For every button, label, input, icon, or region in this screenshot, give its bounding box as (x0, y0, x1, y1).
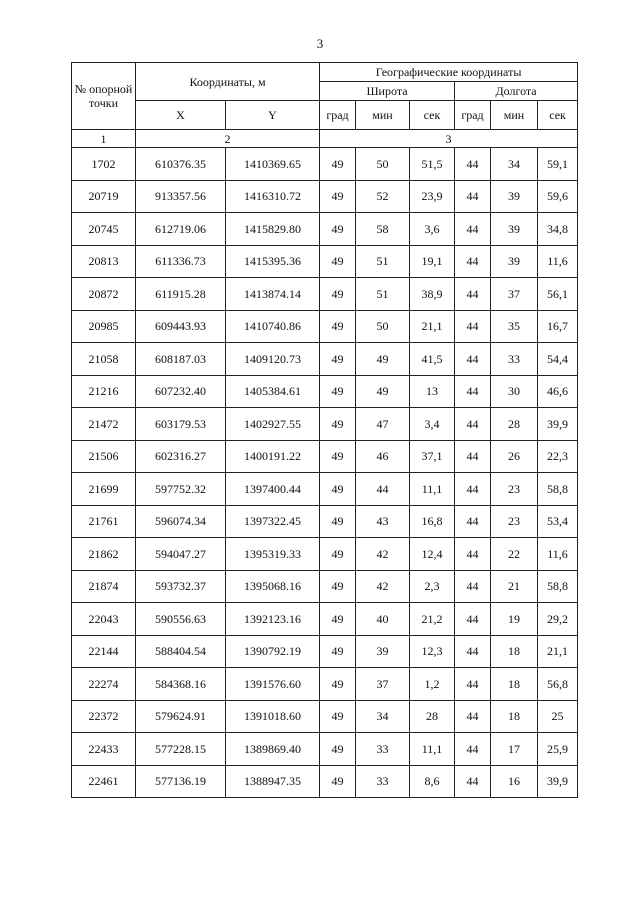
cell-point-number: 21058 (72, 343, 136, 376)
cell-lat-sec: 8,6 (410, 765, 455, 798)
cell-x: 602316.27 (136, 440, 226, 473)
cell-point-number: 22372 (72, 700, 136, 733)
table-row (72, 180, 578, 213)
cell-lon-sec: 22,3 (538, 440, 578, 473)
cell-lat-sec: 21,1 (410, 310, 455, 343)
cell-lon-min: 34 (491, 148, 538, 181)
cell-lon-deg: 44 (455, 505, 491, 538)
cell-lat-deg: 49 (320, 570, 356, 603)
cell-point-number: 20745 (72, 213, 136, 246)
table-row (72, 440, 578, 473)
column-number-2: 2 (136, 130, 320, 148)
table-row (72, 538, 578, 571)
cell-lon-min: 30 (491, 375, 538, 408)
cell-lon-deg: 44 (455, 278, 491, 311)
cell-y: 1413874.14 (226, 278, 320, 311)
cell-lon-min: 28 (491, 408, 538, 441)
cell-lat-min: 49 (356, 375, 410, 408)
cell-lon-sec: 34,8 (538, 213, 578, 246)
cell-lat-sec: 13 (410, 375, 455, 408)
cell-lon-deg: 44 (455, 668, 491, 701)
cell-y: 1405384.61 (226, 375, 320, 408)
header-lat-sec: сек (410, 101, 455, 130)
cell-lat-min: 42 (356, 538, 410, 571)
table-row (72, 343, 578, 376)
cell-y: 1391018.60 (226, 700, 320, 733)
cell-y: 1410740.86 (226, 310, 320, 343)
cell-lon-min: 18 (491, 668, 538, 701)
cell-point-number: 21699 (72, 473, 136, 506)
cell-lat-deg: 49 (320, 180, 356, 213)
cell-lat-deg: 49 (320, 440, 356, 473)
cell-point-number: 20719 (72, 180, 136, 213)
cell-point-number: 21874 (72, 570, 136, 603)
cell-point-number: 22274 (72, 668, 136, 701)
cell-x: 577136.19 (136, 765, 226, 798)
cell-lon-sec: 53,4 (538, 505, 578, 538)
cell-point-number: 21472 (72, 408, 136, 441)
cell-x: 612719.06 (136, 213, 226, 246)
cell-lat-deg: 49 (320, 375, 356, 408)
cell-lat-sec: 2,3 (410, 570, 455, 603)
cell-lon-deg: 44 (455, 603, 491, 636)
cell-lat-sec: 19,1 (410, 245, 455, 278)
cell-lon-deg: 44 (455, 538, 491, 571)
cell-y: 1390792.19 (226, 635, 320, 668)
cell-lat-deg: 49 (320, 473, 356, 506)
cell-x: 611915.28 (136, 278, 226, 311)
cell-x: 584368.16 (136, 668, 226, 701)
cell-lon-sec: 56,1 (538, 278, 578, 311)
cell-lon-min: 18 (491, 635, 538, 668)
coordinates-table (71, 62, 578, 798)
cell-lon-min: 23 (491, 473, 538, 506)
cell-lat-min: 58 (356, 213, 410, 246)
cell-lat-deg: 49 (320, 668, 356, 701)
header-coordinates: Координаты, м (136, 63, 320, 101)
cell-lat-deg: 49 (320, 603, 356, 636)
header-lat-deg: град (320, 101, 356, 130)
cell-lat-deg: 49 (320, 245, 356, 278)
header-lat-min: мин (356, 101, 410, 130)
header-y: Y (226, 101, 320, 130)
cell-lat-min: 40 (356, 603, 410, 636)
cell-lon-sec: 25,9 (538, 733, 578, 766)
cell-x: 607232.40 (136, 375, 226, 408)
cell-point-number: 1702 (72, 148, 136, 181)
cell-y: 1392123.16 (226, 603, 320, 636)
table-row (72, 603, 578, 636)
header-lon-sec: сек (538, 101, 578, 130)
cell-lat-min: 42 (356, 570, 410, 603)
header-latitude: Широта (320, 82, 455, 101)
cell-x: 610376.35 (136, 148, 226, 181)
cell-lon-min: 37 (491, 278, 538, 311)
cell-lon-sec: 11,6 (538, 245, 578, 278)
cell-y: 1402927.55 (226, 408, 320, 441)
table-row (72, 505, 578, 538)
cell-lon-sec: 59,6 (538, 180, 578, 213)
cell-lon-sec: 46,6 (538, 375, 578, 408)
cell-lat-min: 37 (356, 668, 410, 701)
cell-lat-sec: 11,1 (410, 733, 455, 766)
cell-lon-sec: 39,9 (538, 408, 578, 441)
cell-lat-min: 50 (356, 310, 410, 343)
column-number-3: 3 (320, 130, 578, 148)
cell-lon-min: 17 (491, 733, 538, 766)
cell-lat-deg: 49 (320, 505, 356, 538)
cell-y: 1388947.35 (226, 765, 320, 798)
header-lon-min: мин (491, 101, 538, 130)
cell-lat-min: 52 (356, 180, 410, 213)
cell-lat-min: 51 (356, 245, 410, 278)
cell-lon-min: 22 (491, 538, 538, 571)
cell-lon-min: 23 (491, 505, 538, 538)
cell-lon-min: 35 (491, 310, 538, 343)
table-row (72, 635, 578, 668)
page-number: 3 (316, 36, 324, 51)
cell-lat-deg: 49 (320, 635, 356, 668)
cell-lat-deg: 49 (320, 700, 356, 733)
cell-y: 1410369.65 (226, 148, 320, 181)
cell-lat-sec: 28 (410, 700, 455, 733)
table-body (72, 148, 578, 798)
cell-x: 593732.37 (136, 570, 226, 603)
cell-lon-sec: 25 (538, 700, 578, 733)
cell-lon-deg: 44 (455, 343, 491, 376)
cell-point-number: 21216 (72, 375, 136, 408)
cell-y: 1395068.16 (226, 570, 320, 603)
cell-lat-deg: 49 (320, 538, 356, 571)
cell-lat-deg: 49 (320, 765, 356, 798)
cell-y: 1415395.36 (226, 245, 320, 278)
cell-x: 609443.93 (136, 310, 226, 343)
cell-lon-sec: 11,6 (538, 538, 578, 571)
cell-lat-min: 44 (356, 473, 410, 506)
cell-point-number: 21506 (72, 440, 136, 473)
table-row (72, 375, 578, 408)
cell-lon-deg: 44 (455, 635, 491, 668)
cell-lat-min: 39 (356, 635, 410, 668)
cell-lon-deg: 44 (455, 213, 491, 246)
cell-point-number: 22043 (72, 603, 136, 636)
cell-point-number: 21761 (72, 505, 136, 538)
cell-x: 611336.73 (136, 245, 226, 278)
cell-lat-min: 46 (356, 440, 410, 473)
cell-y: 1397322.45 (226, 505, 320, 538)
cell-lon-sec: 58,8 (538, 473, 578, 506)
cell-lat-sec: 16,8 (410, 505, 455, 538)
cell-point-number: 22461 (72, 765, 136, 798)
cell-point-number: 20985 (72, 310, 136, 343)
cell-lon-deg: 44 (455, 375, 491, 408)
cell-lat-sec: 1,2 (410, 668, 455, 701)
cell-lon-sec: 58,8 (538, 570, 578, 603)
table-row (72, 278, 578, 311)
cell-x: 579624.91 (136, 700, 226, 733)
cell-point-number: 21862 (72, 538, 136, 571)
cell-lon-deg: 44 (455, 310, 491, 343)
cell-lon-min: 19 (491, 603, 538, 636)
cell-point-number: 22144 (72, 635, 136, 668)
cell-lat-min: 43 (356, 505, 410, 538)
header-longitude: Долгота (455, 82, 578, 101)
cell-x: 577228.15 (136, 733, 226, 766)
table-row (72, 570, 578, 603)
table-row (72, 310, 578, 343)
cell-x: 597752.32 (136, 473, 226, 506)
cell-lat-deg: 49 (320, 733, 356, 766)
column-number-1: 1 (72, 130, 136, 148)
cell-point-number: 22433 (72, 733, 136, 766)
cell-lat-sec: 21,2 (410, 603, 455, 636)
header-lon-deg: град (455, 101, 491, 130)
cell-y: 1397400.44 (226, 473, 320, 506)
cell-lat-deg: 49 (320, 310, 356, 343)
header-geographic-coordinates: Географические координаты (320, 63, 578, 82)
cell-y: 1400191.22 (226, 440, 320, 473)
cell-lat-deg: 49 (320, 148, 356, 181)
cell-lat-sec: 3,6 (410, 213, 455, 246)
cell-lon-deg: 44 (455, 570, 491, 603)
table-row (72, 733, 578, 766)
table-row (72, 245, 578, 278)
cell-lon-min: 26 (491, 440, 538, 473)
cell-lon-sec: 29,2 (538, 603, 578, 636)
cell-lat-min: 33 (356, 733, 410, 766)
cell-lon-deg: 44 (455, 473, 491, 506)
cell-lon-min: 16 (491, 765, 538, 798)
cell-point-number: 20813 (72, 245, 136, 278)
table-row (72, 148, 578, 181)
cell-lat-deg: 49 (320, 408, 356, 441)
cell-x: 608187.03 (136, 343, 226, 376)
cell-lat-sec: 38,9 (410, 278, 455, 311)
cell-lat-deg: 49 (320, 213, 356, 246)
cell-lon-deg: 44 (455, 765, 491, 798)
cell-lat-sec: 37,1 (410, 440, 455, 473)
cell-lon-deg: 44 (455, 733, 491, 766)
cell-lon-min: 21 (491, 570, 538, 603)
cell-lat-min: 33 (356, 765, 410, 798)
cell-lat-sec: 23,9 (410, 180, 455, 213)
cell-lon-min: 39 (491, 245, 538, 278)
cell-lat-sec: 12,4 (410, 538, 455, 571)
cell-lon-min: 39 (491, 180, 538, 213)
cell-x: 594047.27 (136, 538, 226, 571)
cell-y: 1415829.80 (226, 213, 320, 246)
cell-y: 1395319.33 (226, 538, 320, 571)
cell-lat-sec: 41,5 (410, 343, 455, 376)
cell-lon-min: 39 (491, 213, 538, 246)
table-row (72, 213, 578, 246)
cell-lon-deg: 44 (455, 700, 491, 733)
cell-y: 1391576.60 (226, 668, 320, 701)
cell-lat-sec: 51,5 (410, 148, 455, 181)
cell-lon-deg: 44 (455, 245, 491, 278)
cell-lon-deg: 44 (455, 148, 491, 181)
cell-lon-min: 33 (491, 343, 538, 376)
cell-lat-sec: 11,1 (410, 473, 455, 506)
cell-lat-min: 34 (356, 700, 410, 733)
cell-lon-sec: 54,4 (538, 343, 578, 376)
table-row (72, 700, 578, 733)
cell-lon-deg: 44 (455, 440, 491, 473)
cell-x: 588404.54 (136, 635, 226, 668)
cell-lon-sec: 39,9 (538, 765, 578, 798)
cell-lon-deg: 44 (455, 408, 491, 441)
cell-y: 1389869.40 (226, 733, 320, 766)
cell-lat-min: 49 (356, 343, 410, 376)
cell-lat-sec: 3,4 (410, 408, 455, 441)
header-point-number: № опорной точки (72, 63, 136, 130)
table-row (72, 408, 578, 441)
cell-y: 1416310.72 (226, 180, 320, 213)
cell-lon-sec: 21,1 (538, 635, 578, 668)
cell-lon-sec: 56,8 (538, 668, 578, 701)
cell-lat-deg: 49 (320, 343, 356, 376)
cell-x: 603179.53 (136, 408, 226, 441)
cell-lat-sec: 12,3 (410, 635, 455, 668)
table-row (72, 473, 578, 506)
cell-lon-deg: 44 (455, 180, 491, 213)
cell-lat-min: 47 (356, 408, 410, 441)
cell-x: 596074.34 (136, 505, 226, 538)
table-row (72, 668, 578, 701)
cell-lat-min: 51 (356, 278, 410, 311)
cell-point-number: 20872 (72, 278, 136, 311)
cell-lon-sec: 16,7 (538, 310, 578, 343)
table-row (72, 765, 578, 798)
cell-lon-sec: 59,1 (538, 148, 578, 181)
cell-lon-min: 18 (491, 700, 538, 733)
cell-lat-deg: 49 (320, 278, 356, 311)
cell-lat-min: 50 (356, 148, 410, 181)
cell-x: 913357.56 (136, 180, 226, 213)
header-x: X (136, 101, 226, 130)
cell-x: 590556.63 (136, 603, 226, 636)
cell-y: 1409120.73 (226, 343, 320, 376)
